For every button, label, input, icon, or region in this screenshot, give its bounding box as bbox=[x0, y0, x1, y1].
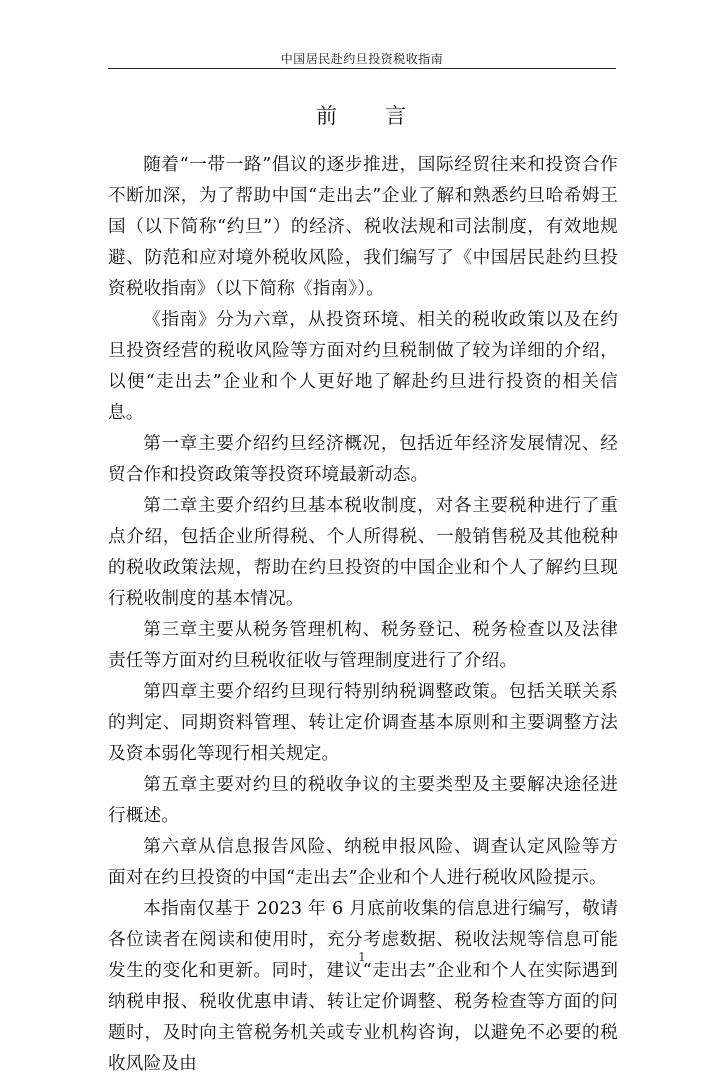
paragraph-chapter-3: 第三章主要从税务管理机构、税务登记、税务检查以及法律责任等方面对约旦税收征收与管理制度进行了介绍。 bbox=[108, 620, 618, 671]
paragraph-chapter-2: 第二章主要介绍约旦基本税收制度，对各主要税种进行了重点介绍，包括企业所得税、个人所得税、一般销售税及其他税种的税收政策法规，帮助在约旦投资的中国企业和个人了解约旦现行税收制度的基本情况。 bbox=[108, 496, 618, 609]
paragraph-chapter-6: 第六章从信息报告风险、纳税申报风险、调查认定风险等方面对在约旦投资的中国“走出去”企业和个人进行税收风险提示。 bbox=[108, 837, 618, 888]
body-text bbox=[108, 150, 618, 1080]
header-rule bbox=[108, 68, 616, 69]
paragraph-chapter-1: 第一章主要介绍约旦经济概况，包括近年经济发展情况、经贸合作和投资政策等投资环境最新动态。 bbox=[108, 434, 618, 485]
paragraph-chapter-5: 第五章主要对约旦的税收争议的主要类型及主要解决途径进行概述。 bbox=[108, 775, 618, 826]
paragraph-chapter-4: 第四章主要介绍约旦现行特别纳税调整政策。包括关联关系的判定、同期资料管理、转让定价调查基本原则和主要调整方法及资本弱化等现行相关规定。 bbox=[108, 682, 618, 764]
paragraph-guide-overview: 《指南》分为六章，从投资环境、相关的税收政策以及在约旦投资经营的税收风险等方面对约旦税制做了较为详细的介绍，以便“走出去”企业和个人更好地了解赴约旦进行投资的相关信息。 bbox=[108, 310, 618, 423]
running-header: 中国居民赴约旦投资税收指南 bbox=[280, 52, 444, 66]
paragraph-disclaimer: 本指南仅基于 2023 年 6 月底前收集的信息进行编写，敬请各位读者在阅读和使用时，充分考虑数据、税收法规等信息可能发生的变化和更新。同时，建议“走出去”企业和个人在实际遇到纳税申报、税收优惠申请、转让定价调整、税务检查等方面的问题时，及时向主管税务机关或专业机构咨询，以避免不必要的税收风险及由 bbox=[108, 899, 618, 1074]
paragraph-intro: 随着“一带一路”倡议的逐步推进，国际经贸往来和投资合作不断加深，为了帮助中国“走出去”企业了解和熟悉约旦哈希姆王国（以下简称“约旦”）的经济、税收法规和司法制度，有效地规避、防范和应对境外税收风险，我们编写了《中国居民赴约旦投资税收指南》（以下简称《指南》）。 bbox=[108, 155, 618, 299]
page-number: 1 bbox=[358, 950, 366, 964]
section-title: 前 言 bbox=[316, 104, 408, 128]
